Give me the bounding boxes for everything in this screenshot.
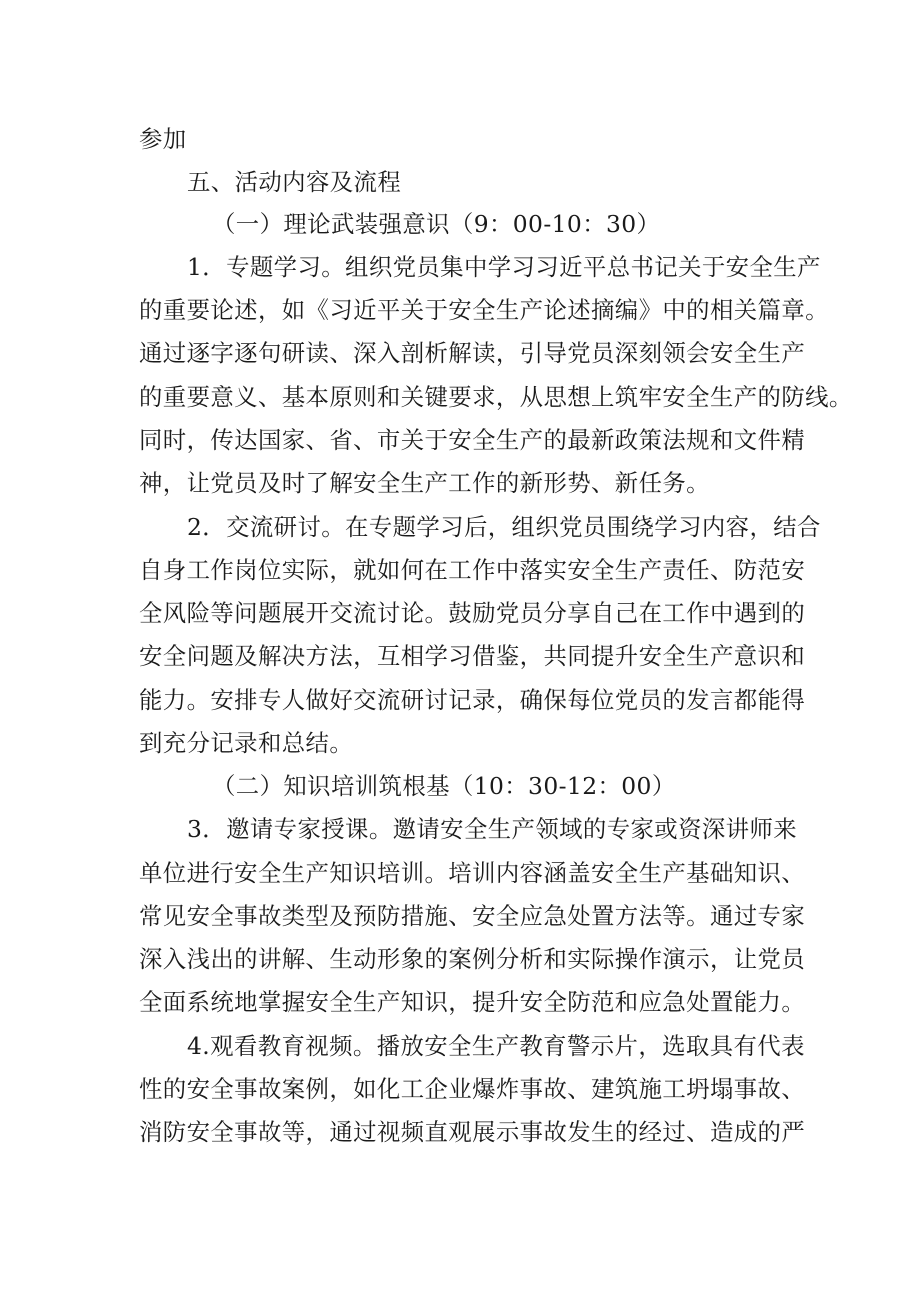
paragraph-line: 性的安全事故案例，如化工企业爆炸事故、建筑施工坍塌事故、: [139, 1075, 806, 1103]
paragraph-line: 深入浅出的讲解、生动形象的案例分析和实际操作演示，让党员: [139, 945, 806, 973]
paragraph-line: 3．邀请专家授课。邀请安全生产领域的专家或资深讲师来: [187, 815, 798, 843]
paragraph-line: 常见安全事故类型及预防措施、安全应急处置方法等。通过专家: [139, 902, 806, 930]
section-heading: 五、活动内容及流程: [187, 168, 402, 196]
paragraph-line: 全面系统地掌握安全生产知识，提升安全防范和应急处置能力。: [139, 988, 806, 1016]
paragraph-line: 消防安全事故等，通过视频直观展示事故发生的经过、造成的严: [139, 1118, 806, 1146]
paragraph-line: 能力。安排专人做好交流研讨记录，确保每位党员的发言都能得: [139, 686, 806, 714]
subsection-heading: （二）知识培训筑根基（10：30-12：00）: [212, 772, 676, 800]
paragraph-line: 单位进行安全生产知识培训。培训内容涵盖安全生产基础知识、: [139, 859, 806, 887]
paragraph-line: 全风险等问题展开交流讨论。鼓励党员分享自己在工作中遇到的: [139, 599, 806, 627]
paragraph-line: 神，让党员及时了解安全生产工作的新形势、新任务。: [139, 469, 710, 497]
paragraph-line: 同时，传达国家、省、市关于安全生产的最新政策法规和文件精: [139, 426, 806, 454]
paragraph-line: 的重要意义、基本原则和关键要求，从思想上筑牢安全生产的防线。: [139, 383, 853, 411]
paragraph-line: 2．交流研讨。在专题学习后，组织党员围绕学习内容，结合: [187, 513, 821, 541]
paragraph-line: 4.观看教育视频。播放安全生产教育警示片，选取具有代表: [187, 1032, 805, 1060]
text-line: 参加: [139, 125, 187, 153]
paragraph-line: 1．专题学习。组织党员集中学习习近平总书记关于安全生产: [187, 253, 821, 281]
paragraph-line: 的重要论述，如《习近平关于安全生产论述摘编》中的相关篇章。: [139, 296, 829, 324]
paragraph-line: 自身工作岗位实际，就如何在工作中落实安全生产责任、防范安: [139, 556, 806, 584]
paragraph-line: 通过逐字逐句研读、深入剖析解读，引导党员深刻领会安全生产: [139, 339, 806, 367]
subsection-heading: （一）理论武装强意识（9：00-10：30）: [212, 210, 661, 238]
paragraph-line: 到充分记录和总结。: [139, 729, 354, 757]
paragraph-line: 安全问题及解决方法，互相学习借鉴，共同提升安全生产意识和: [139, 642, 806, 670]
